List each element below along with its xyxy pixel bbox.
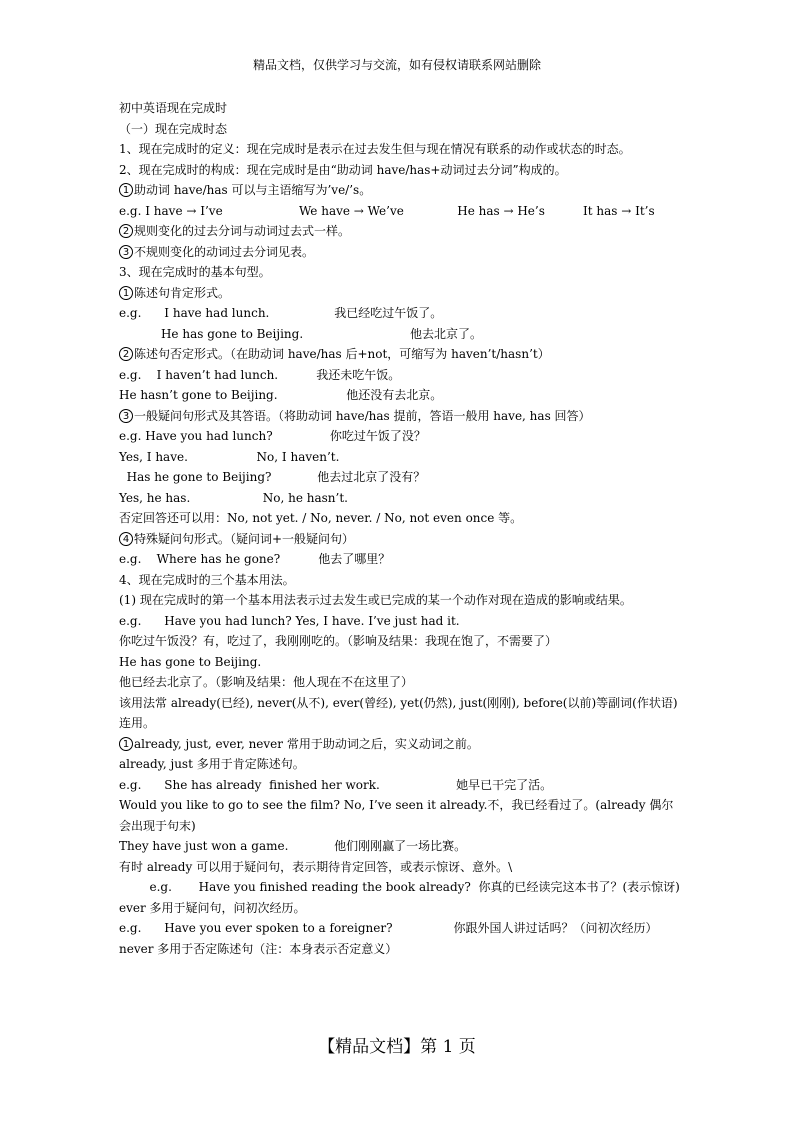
paragraph: Would you like to go to see the film? No, I’ve seen it already.不，我已经看过了。(already 偶尔会出现于句末)	[119, 798, 674, 833]
list-item-text: 不规则变化的动词过去分词见表。	[134, 244, 315, 259]
circled-number-1: 1	[119, 286, 133, 300]
list-item	[119, 734, 679, 755]
paragraph: 该用法常 already(已经), never(从不), ever(曾经), yet(仍然), just(刚刚), before(以前)等副词(作状语)连用。	[119, 695, 678, 730]
list-item-text: 特殊疑问句形式。（疑问词+一般疑问句）	[134, 531, 355, 546]
document-title: 初中英语现在完成时	[119, 101, 228, 115]
paragraph: never 多用于否定陈述句（注：本身表示否定意义）	[119, 941, 398, 956]
page-header-notice: 精品文档，仅供学习与交流，如有侵权请联系网站删除	[252, 58, 541, 72]
list-item	[119, 529, 679, 550]
list-item	[119, 180, 679, 201]
example-line: He hasn’t gone to Beijing. 他还没有去北京。	[119, 388, 443, 402]
list-item-text: 陈述句肯定形式。	[134, 285, 231, 300]
circled-number-1: 1	[119, 183, 133, 197]
list-item	[119, 344, 679, 365]
example-line: e.g. She has already finished her work. 她早已干完了活。	[119, 777, 553, 792]
example-line: e.g. Have you ever spoken to a foreigner? 你跟外国人讲过话吗？（问初次经历）	[119, 921, 658, 935]
example-line: e.g. Have you had lunch? Yes, I have. I’ve just had it.	[119, 613, 460, 628]
paragraph: 你吃过午饭没？有，吃过了，我刚刚吃的。（影响及结果：我现在饱了，不需要了）	[119, 634, 558, 648]
paragraph: 有时 already 可以用于疑问句，表示期待肯定回答，或表示惊讶、意外。\	[119, 859, 513, 874]
paragraph: 否定回答还可以用：No, not yet. / No, never. / No, not even once 等。	[119, 511, 523, 525]
list-item	[119, 242, 679, 263]
example-line: Has he gone to Beijing? 他去过北京了没有？	[119, 470, 426, 484]
example-line: They have just won a game. 他们刚刚赢了一场比赛。	[119, 839, 467, 853]
example-line: Yes, I have. No, I haven’t.	[119, 449, 340, 464]
example-line: He has gone to Beijing. 他去北京了。	[119, 326, 482, 341]
list-item-text: 陈述句否定形式。（在助动词 have/has 后+not，可缩写为 haven’t/hasn’t）	[134, 347, 550, 361]
example-line: e.g. Have you finished reading the book already? 你真的已经读完这本书了？(表示惊讶)	[119, 880, 680, 894]
circled-number-2: 2	[119, 224, 133, 238]
circled-number-2: 2	[119, 347, 133, 361]
list-item	[119, 221, 679, 242]
example-line: e.g. Where has he gone? 他去了哪里？	[119, 552, 391, 566]
page-footer: 【精品文档】第 1 页	[318, 1037, 476, 1057]
paragraph: ever 多用于疑问句，问初次经历。	[119, 900, 306, 915]
list-item-text: 一般疑问句形式及其答语。（将助动词 have/has 提前，答语一般用 have, has 回答）	[134, 408, 591, 423]
document-body	[119, 98, 679, 959]
circled-number-4: 4	[119, 532, 133, 546]
paragraph: 他已经去北京了。（影响及结果：他人现在不在这里了）	[119, 675, 414, 689]
list-item-text: 规则变化的过去分词与动词过去式一样。	[134, 224, 351, 238]
list-item-text: already, just, ever, never 常用于助动词之后，实义动词之前。	[134, 736, 479, 751]
paragraph: 2、现在完成时的构成：现在完成时是由“助动词 have/has+动词过去分词”构成的。	[119, 162, 567, 177]
paragraph: already, just 多用于肯定陈述句。	[119, 757, 305, 771]
paragraph: 4、现在完成时的三个基本用法。	[119, 572, 295, 587]
list-item-text: 助动词 have/has 可以与主语缩写为’ve/’s。	[134, 183, 372, 197]
circled-number-3: 3	[119, 245, 133, 259]
circled-number-1: 1	[119, 737, 133, 751]
example-line: e.g. I have → I’ve We have → We’ve He has → He’s It has → It’s	[119, 203, 655, 218]
example-line: e.g. I have had lunch. 我已经吃过午饭了。	[119, 306, 443, 320]
list-item	[119, 406, 679, 427]
circled-number-3: 3	[119, 409, 133, 423]
paragraph: (1) 现在完成时的第一个基本用法表示过去发生或已完成的某一个动作对现在造成的影响或结果。	[119, 593, 632, 607]
paragraph: 1、现在完成时的定义：现在完成时是表示在过去发生但与现在情况有联系的动作或状态的时态。	[119, 142, 631, 156]
section-heading: （一）现在完成时态	[119, 121, 228, 136]
list-item	[119, 283, 679, 304]
paragraph: 3、现在完成时的基本句型。	[119, 265, 271, 279]
example-line: Yes, he has. No, he hasn’t.	[119, 490, 348, 505]
example-line: He has gone to Beijing.	[119, 654, 262, 669]
example-line: e.g. I haven’t had lunch. 我还未吃午饭。	[119, 367, 401, 382]
example-line: e.g. Have you had lunch? 你吃过午饭了没？	[119, 429, 426, 443]
